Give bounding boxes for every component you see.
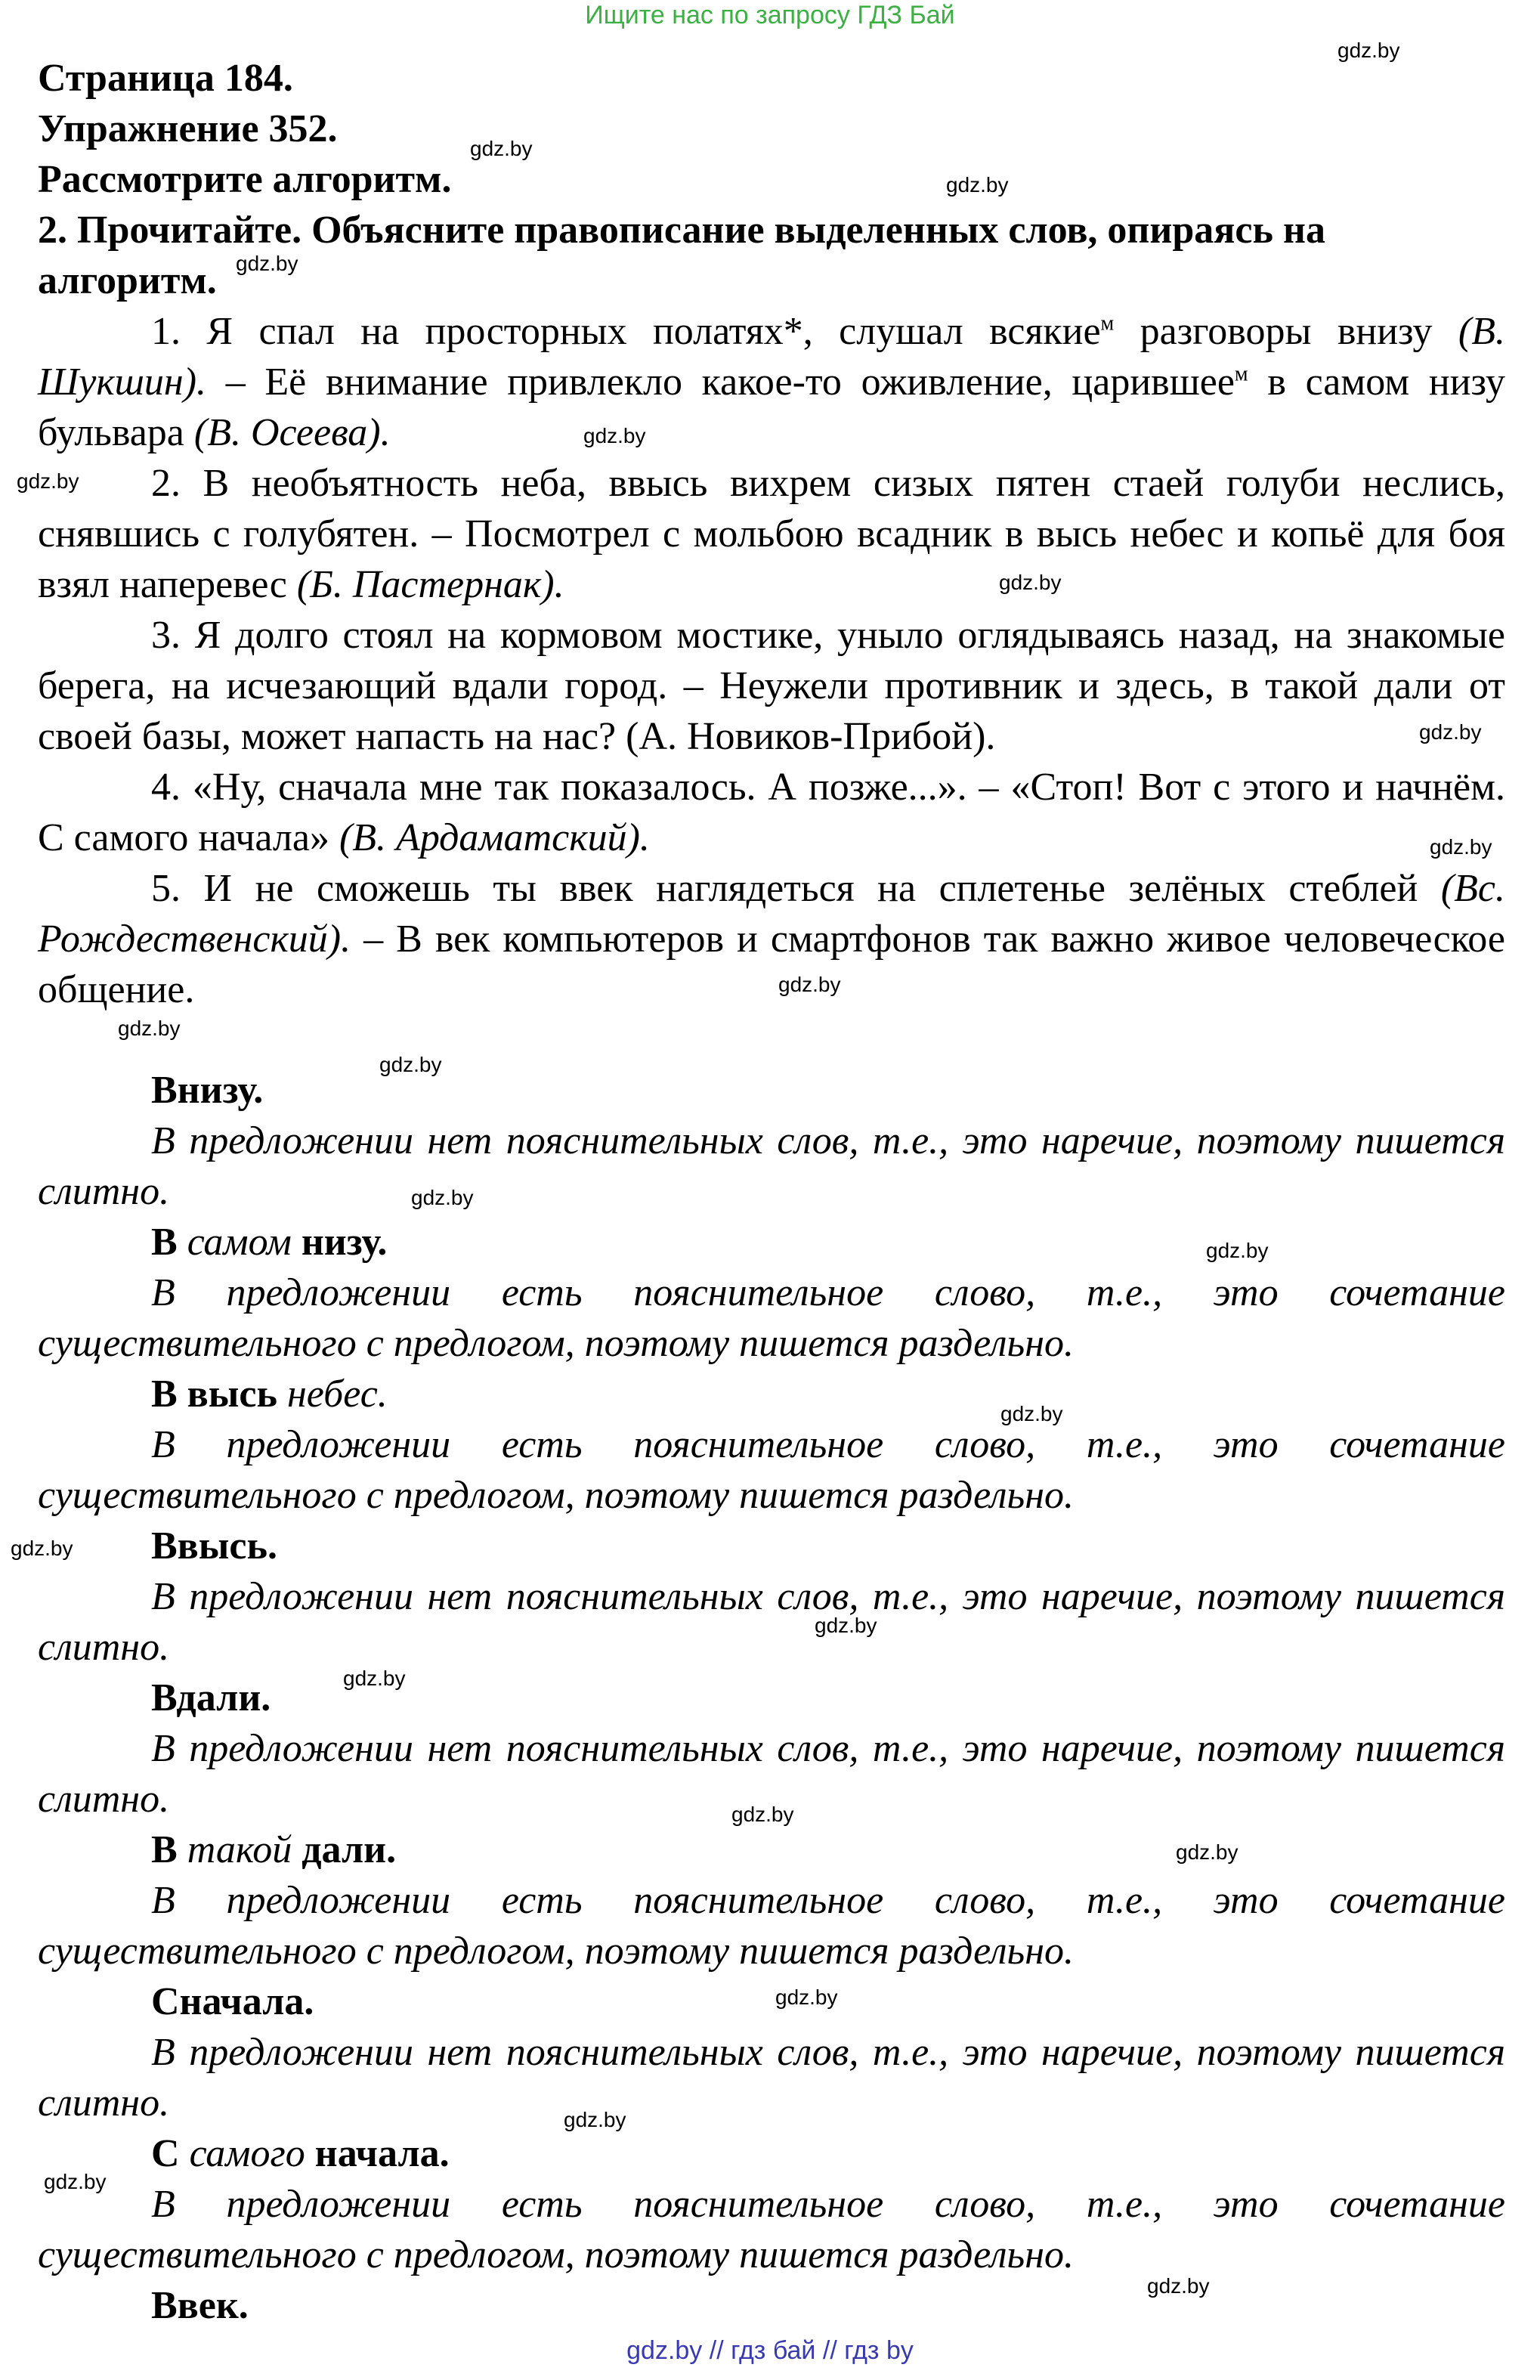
answer-title: [151, 1673, 1505, 1723]
watermark: gdz.by: [731, 1803, 794, 1826]
author-citation: (В. Осеева).: [193, 411, 391, 454]
word: Внизу.: [151, 1069, 264, 1112]
watermark: gdz.by: [236, 252, 298, 275]
text: 4. «Ну, сначала мне так показалось. А позже...». – «Стоп! Вот с этого и начнём. С самого начала»: [38, 766, 1505, 859]
answer-explanation: В предложении есть пояснительное слово, т.е., это сочетание существительного с предлогом, поэтому пишется раздельно.: [38, 2183, 1505, 2276]
watermark: gdz.by: [1430, 835, 1492, 859]
word: Вдали.: [151, 1676, 271, 1719]
text: в самом низу бульвара: [38, 361, 1505, 454]
explanatory-word: самом: [187, 1221, 292, 1264]
sentence-4: [38, 762, 1505, 863]
text: разговоры внизу: [1114, 310, 1458, 353]
watermark: gdz.by: [946, 173, 1009, 197]
explanatory-word: такой: [187, 1828, 292, 1871]
answer-explanation: В предложении нет пояснительных слов, т.е., это наречие, поэтому пишется слитно.: [38, 2031, 1505, 2125]
superscript: м: [1234, 362, 1248, 386]
word: Ввек.: [151, 2284, 249, 2327]
author-citation: (В. Ардаматский).: [339, 816, 650, 859]
answers-section: [38, 1065, 1505, 2331]
task-2-heading: 2. Прочитайте. Объясните правописание выделенных слов, опираясь на алгоритм.: [38, 209, 1325, 302]
answer-title: [151, 2280, 1505, 2331]
word: Ввысь.: [151, 1524, 277, 1568]
answer-title: [151, 1521, 1505, 1571]
watermark: gdz.by: [1419, 720, 1482, 744]
watermark: gdz.by: [815, 1614, 877, 1637]
document-body: [38, 53, 1505, 2331]
answer-title: [151, 1217, 1505, 1267]
answer-title: [151, 1369, 1505, 1419]
watermark: gdz.by: [44, 2170, 107, 2193]
watermark: gdz.by: [118, 1017, 181, 1040]
sentence-3: [38, 610, 1505, 762]
watermark: gdz.by: [343, 1667, 406, 1690]
watermark: gdz.by: [17, 469, 79, 493]
word: С: [151, 2132, 190, 2175]
answer-title: [151, 1065, 1505, 1116]
footer-links: gdz.by // гдз бай // гдз by: [626, 2336, 914, 2365]
watermark: gdz.by: [411, 1186, 474, 1209]
author-citation: (В. Шукшин).: [38, 310, 1505, 404]
sentence-1: [38, 306, 1505, 458]
answer-title: [151, 2128, 1505, 2179]
watermark: gdz.by: [778, 973, 841, 996]
answer-explanation: В предложении есть пояснительное слово, т.е., это сочетание существительного с предлогом, поэтому пишется раздельно.: [38, 1879, 1505, 1973]
answer-explanation: В предложении нет пояснительных слов, т.е., это наречие, поэтому пишется слитно.: [38, 1119, 1505, 1213]
watermark: gdz.by: [1147, 2274, 1210, 2298]
page-heading: Страница 184.: [38, 57, 293, 100]
watermark: gdz.by: [999, 571, 1062, 594]
sentence-2: [38, 458, 1505, 610]
watermark: gdz.by: [583, 424, 646, 447]
answer-title: [151, 1824, 1505, 1875]
explanatory-word: самого: [189, 2132, 305, 2175]
exercise-heading: Упражнение 352.: [38, 107, 338, 150]
word: низу.: [291, 1221, 388, 1264]
word: дали.: [292, 1828, 397, 1871]
author-citation: (Б. Пастернак).: [296, 563, 564, 606]
text: – Её внимание привлекло какое-то оживление, царившее: [206, 361, 1235, 404]
text: 2. В необъятность неба, ввысь вихрем сизых пятен стаей голуби неслись, снявшись с голубятен. – Посмотрел с мольбою всадник в высь небес и копьё для боя взял наперевес: [38, 462, 1505, 606]
watermark: gdz.by: [1206, 1239, 1269, 1262]
answer-explanation: В предложении есть пояснительное слово, т.е., это сочетание существительного с предлогом, поэтому пишется раздельно.: [38, 1271, 1505, 1365]
superscript: м: [1100, 311, 1115, 336]
top-banner: Ищите нас по запросу ГДЗ Бай: [585, 1, 955, 29]
watermark: gdz.by: [470, 137, 533, 160]
word: начала.: [305, 2132, 450, 2175]
watermark: gdz.by: [1176, 1840, 1238, 1864]
text: 1. Я спал на просторных полатях*, слушал всякие: [151, 310, 1101, 353]
watermark: gdz.by: [379, 1053, 442, 1076]
text: – В век компьютеров и смартфонов так важно живое человеческое общение.: [38, 918, 1505, 1011]
watermark: gdz.by: [775, 1985, 838, 2009]
text: 5. И не сможешь ты ввек наглядеться на сплетенье зелёных стеблей: [151, 867, 1441, 910]
word: Сначала.: [151, 1980, 314, 2023]
answer-explanation: В предложении нет пояснительных слов, т.е., это наречие, поэтому пишется слитно.: [38, 1575, 1505, 1669]
task-1-heading: Рассмотрите алгоритм.: [38, 158, 452, 201]
word: В высь: [151, 1373, 287, 1416]
watermark: gdz.by: [11, 1537, 73, 1560]
watermark: gdz.by: [1000, 1402, 1063, 1425]
watermark: gdz.by: [564, 2108, 626, 2131]
sentence-5: [38, 863, 1505, 1015]
explanatory-word: небес.: [286, 1373, 388, 1416]
author-citation: (Вс. Рождественский).: [38, 867, 1505, 961]
word: В: [151, 1828, 187, 1871]
word: В: [151, 1221, 187, 1264]
answer-explanation: В предложении нет пояснительных слов, т.е., это наречие, поэтому пишется слитно.: [38, 1727, 1505, 1821]
answer-explanation: В предложении есть пояснительное слово, т.е., это сочетание существительного с предлогом, поэтому пишется раздельно.: [38, 1423, 1505, 1517]
answer-title: [151, 1976, 1505, 2027]
text: 3. Я долго стоял на кормовом мостике, уныло оглядываясь назад, на знакомые берега, на исчезающий вдали город. – Неужели противник и здесь, в такой дали от своей базы, может напасть на нас? (А. Новиков-Прибой).: [38, 614, 1505, 758]
watermark: gdz.by: [1337, 39, 1400, 62]
